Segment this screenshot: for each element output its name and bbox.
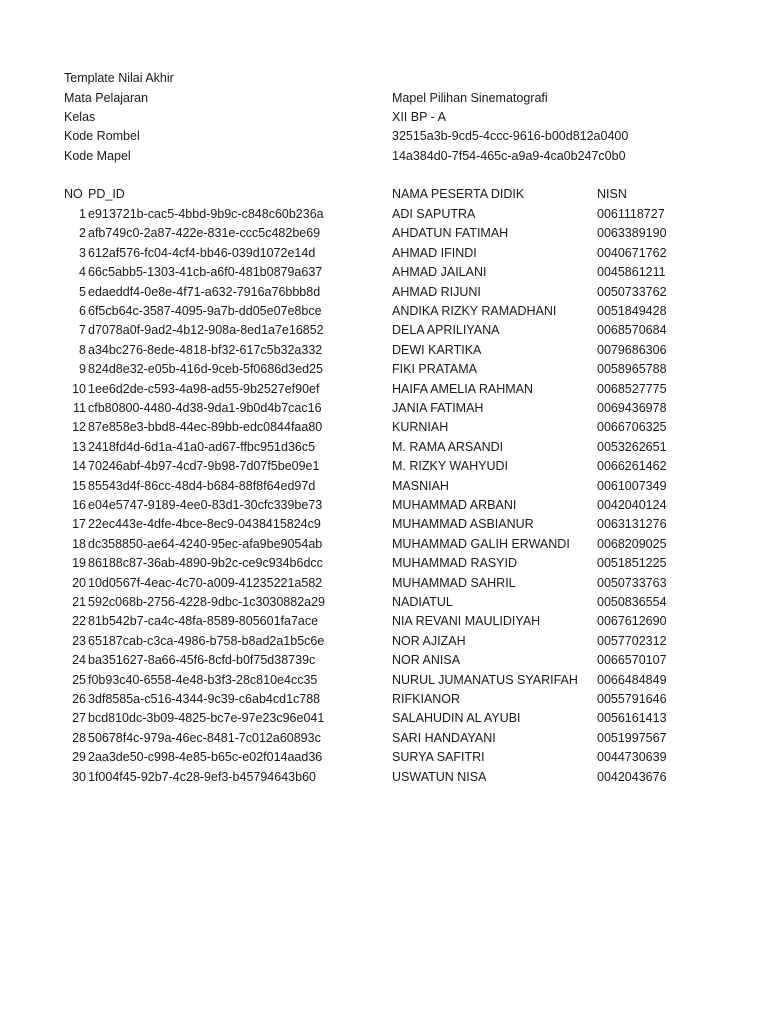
row-nama: M. RIZKY WAHYUDI: [392, 459, 508, 474]
row-nisn: 0066484849: [597, 672, 667, 687]
row-nisn: 0079686306: [597, 342, 667, 357]
template-title: Template Nilai Akhir: [64, 71, 174, 85]
row-number: 7: [79, 323, 86, 338]
row-pd-id: 612af576-fc04-4cf4-bb46-039d1072e14d: [88, 245, 316, 260]
row-nama: AHMAD JAILANI: [392, 265, 487, 280]
row-nama: NADIATUL: [392, 595, 453, 609]
row-number: 26: [72, 692, 86, 706]
row-nisn: 0066261462: [597, 459, 667, 474]
row-pd-id: cfb80800-4480-4d38-9da1-9b0d4b7cac16: [88, 401, 322, 415]
row-nisn: 0050733762: [597, 284, 667, 299]
row-number: 1: [79, 207, 86, 221]
row-pd-id: 2418fd4d-6d1a-41a0-ad67-ffbc951d36c5: [88, 439, 316, 454]
table-row: [0, 651, 768, 670]
table-row: [0, 574, 768, 593]
row-nama: DEWI KARTIKA: [392, 342, 482, 357]
meta-row-kode-mapel: [0, 147, 768, 166]
row-pd-id: 2aa3de50-c998-4e85-b65c-e02f014aad36: [88, 750, 323, 765]
header-pd-id: PD_ID: [88, 187, 125, 201]
row-nisn: 0067612690: [597, 614, 667, 629]
row-nama: NOR ANISA: [392, 653, 461, 668]
row-nama: FIKI PRATAMA: [392, 362, 477, 377]
row-nama: MUHAMMAD SAHRIL: [392, 575, 516, 590]
row-number: 17: [72, 517, 86, 532]
table-row: [0, 632, 768, 651]
row-nisn: 0040671762: [597, 245, 667, 260]
row-number: 23: [72, 633, 86, 648]
row-nisn: 0063389190: [597, 226, 667, 241]
row-nisn: 0068570684: [597, 323, 667, 338]
row-pd-id: e913721b-cac5-4bbd-9b9c-c848c60b236a: [88, 207, 324, 221]
meta-label: Kelas: [64, 110, 96, 124]
row-nisn: 0050733763: [597, 575, 667, 590]
meta-value: 32515a3b-9cd5-4ccc-9616-b00d812a0400: [392, 129, 629, 143]
table-row: [0, 341, 768, 360]
row-pd-id: 1ee6d2de-c593-4a98-ad55-9b2527ef90ef: [88, 381, 320, 396]
row-number: 16: [72, 498, 86, 512]
table-row: [0, 554, 768, 573]
row-number: 24: [72, 653, 86, 668]
row-nama: DELA APRILIYANA: [392, 323, 500, 338]
row-nama: JANIA FATIMAH: [392, 401, 484, 415]
row-pd-id: 50678f4c-979a-46ec-8481-7c012a60893c: [88, 730, 321, 745]
row-nisn: 0068527775: [597, 381, 667, 396]
meta-label: Mata Pelajaran: [64, 91, 149, 105]
row-number: 25: [72, 672, 86, 687]
row-nama: HAIFA AMELIA RAHMAN: [392, 381, 534, 396]
row-nama: MUHAMMAD ASBIANUR: [392, 517, 534, 532]
row-number: 19: [72, 556, 86, 571]
table-header-row: [0, 185, 768, 204]
row-nama: MASNIAH: [392, 478, 449, 493]
row-number: 29: [72, 750, 86, 765]
table-row: [0, 283, 768, 302]
row-pd-id: 6f5cb64c-3587-4095-9a7b-dd05e07e8bce: [88, 304, 322, 318]
row-pd-id: a34bc276-8ede-4818-bf32-617c5b32a332: [88, 342, 323, 357]
row-nama: SURYA SAFITRI: [392, 750, 485, 765]
row-number: 3: [79, 245, 86, 260]
header-nisn: NISN: [597, 187, 627, 201]
template-title-row: [0, 69, 768, 88]
row-nama: SARI HANDAYANI: [392, 730, 496, 745]
row-nisn: 0044730639: [597, 750, 667, 765]
row-pd-id: ba351627-8a66-45f6-8cfd-b0f75d38739c: [88, 653, 316, 668]
row-nisn: 0066706325: [597, 420, 667, 435]
row-number: 13: [72, 439, 86, 454]
row-nisn: 0056161413: [597, 711, 667, 726]
row-pd-id: 10d0567f-4eac-4c70-a009-41235221a582: [88, 575, 323, 590]
row-nama: ADI SAPUTRA: [392, 207, 476, 221]
table-row: [0, 709, 768, 728]
row-nama: NURUL JUMANATUS SYARIFAH: [392, 672, 578, 687]
row-pd-id: 65187cab-c3ca-4986-b758-b8ad2a1b5c6e: [88, 633, 325, 648]
row-number: 11: [73, 401, 86, 415]
row-nama: MUHAMMAD RASYID: [392, 556, 518, 571]
row-nisn: 0042040124: [597, 498, 667, 512]
row-nama: AHMAD IFINDI: [392, 245, 477, 260]
row-nisn: 0045861211: [597, 265, 666, 280]
table-row: [0, 399, 768, 418]
header-no: NO: [64, 187, 83, 201]
row-nama: KURNIAH: [392, 420, 449, 435]
meta-row-kode-rombel: [0, 127, 768, 146]
row-nama: MUHAMMAD GALIH ERWANDI: [392, 536, 570, 551]
row-nama: AHMAD RIJUNI: [392, 284, 481, 299]
row-pd-id: 87e858e3-bbd8-44ec-89bb-edc0844faa80: [88, 420, 323, 435]
table-row: [0, 224, 768, 243]
row-number: 8: [79, 342, 86, 357]
row-pd-id: 592c068b-2756-4228-9dbc-1c3030882a29: [88, 595, 326, 609]
table-row: [0, 515, 768, 534]
row-number: 22: [72, 614, 86, 629]
row-nama: ANDIKA RIZKY RAMADHANI: [392, 304, 557, 318]
row-pd-id: 81b542b7-ca4c-48fa-8589-805601fa7ace: [88, 614, 319, 629]
row-number: 15: [72, 478, 86, 493]
row-number: 27: [72, 711, 86, 726]
row-pd-id: 66c5abb5-1303-41cb-a6f0-481b0879a637: [88, 265, 323, 280]
table-row: [0, 360, 768, 379]
row-nisn: 0051997567: [597, 730, 667, 745]
table-row: [0, 244, 768, 263]
row-nisn: 0069436978: [597, 401, 667, 415]
meta-value: 14a384d0-7f54-465c-a9a9-4ca0b247c0b0: [392, 149, 626, 163]
row-pd-id: 824d8e32-e05b-416d-9ceb-5f0686d3ed25: [88, 362, 323, 377]
row-pd-id: 22ec443e-4dfe-4bce-8ec9-0438415824c9: [88, 517, 321, 532]
table-row: [0, 418, 768, 437]
table-row: [0, 535, 768, 554]
row-nama: USWATUN NISA: [392, 769, 487, 784]
row-number: 4: [79, 265, 86, 280]
table-row: [0, 205, 768, 224]
table-row: [0, 729, 768, 748]
row-nisn: 0061007349: [597, 478, 667, 493]
row-nisn: 0066570107: [597, 653, 667, 668]
row-nama: M. RAMA ARSANDI: [392, 439, 504, 454]
row-number: 5: [79, 284, 86, 299]
table-row: [0, 457, 768, 476]
row-nama: NIA REVANI MAULIDIYAH: [392, 614, 541, 629]
row-nisn: 0063131276: [597, 517, 667, 532]
table-row: [0, 671, 768, 690]
row-number: 12: [72, 420, 86, 435]
table-row: [0, 438, 768, 457]
row-number: 10: [72, 381, 86, 396]
meta-value: Mapel Pilihan Sinematografi: [392, 91, 548, 105]
row-number: 14: [72, 459, 86, 474]
meta-value: XII BP - A: [392, 110, 446, 124]
row-pd-id: bcd810dc-3b09-4825-bc7e-97e23c96e041: [88, 711, 325, 726]
row-nisn: 0053262651: [597, 439, 667, 454]
row-nisn: 0051849428: [597, 304, 667, 318]
row-nisn: 0055791646: [597, 692, 667, 706]
row-pd-id: dc358850-ae64-4240-95ec-afa9be9054ab: [88, 536, 323, 551]
row-pd-id: e04e5747-9189-4ee0-83d1-30cfc339be73: [88, 498, 323, 512]
row-pd-id: 86188c87-36ab-4890-9b2c-ce9c934b6dcc: [88, 556, 323, 571]
table-row: [0, 768, 768, 787]
row-number: 28: [72, 730, 86, 745]
row-pd-id: 85543d4f-86cc-48d4-b684-88f8f64ed97d: [88, 478, 316, 493]
row-nisn: 0050836554: [597, 595, 667, 609]
row-pd-id: 70246abf-4b97-4cd7-9b98-7d07f5be09e1: [88, 459, 320, 474]
table-row: [0, 263, 768, 282]
row-pd-id: edaeddf4-0e8e-4f71-a632-7916a76bbb8d: [88, 284, 321, 299]
meta-row-kelas: [0, 108, 768, 127]
table-row: [0, 748, 768, 767]
row-number: 6: [79, 304, 86, 318]
row-pd-id: d7078a0f-9ad2-4b12-908a-8ed1a7e16852: [88, 323, 324, 338]
table-row: [0, 380, 768, 399]
row-nisn: 0068209025: [597, 536, 667, 551]
row-nama: MUHAMMAD ARBANI: [392, 498, 517, 512]
meta-label: Kode Rombel: [64, 129, 140, 143]
row-nama: AHDATUN FATIMAH: [392, 226, 509, 241]
row-pd-id: f0b93c40-6558-4e48-b3f3-28c810e4cc35: [88, 672, 318, 687]
row-number: 20: [72, 575, 86, 590]
row-number: 30: [72, 769, 86, 784]
table-row: [0, 593, 768, 612]
meta-row-mata-pelajaran: [0, 89, 768, 108]
row-number: 18: [72, 536, 86, 551]
table-row: [0, 321, 768, 340]
row-number: 21: [72, 595, 86, 609]
row-nama: RIFKIANOR: [392, 692, 461, 706]
row-nisn: 0051851225: [597, 556, 667, 571]
row-nisn: 0058965788: [597, 362, 667, 377]
header-nama: NAMA PESERTA DIDIK: [392, 187, 525, 201]
table-row: [0, 302, 768, 321]
table-row: [0, 496, 768, 515]
table-row: [0, 690, 768, 709]
row-nisn: 0061118727: [597, 207, 665, 221]
row-number: 2: [79, 226, 86, 241]
table-row: [0, 477, 768, 496]
row-pd-id: afb749c0-2a87-422e-831e-ccc5c482be69: [88, 226, 321, 241]
row-nama: NOR AJIZAH: [392, 633, 466, 648]
row-nisn: 0057702312: [597, 633, 667, 648]
table-row: [0, 612, 768, 631]
row-pd-id: 3df8585a-c516-4344-9c39-c6ab4cd1c788: [88, 692, 321, 706]
row-number: 9: [79, 362, 86, 377]
meta-label: Kode Mapel: [64, 149, 131, 163]
row-nama: SALAHUDIN AL AYUBI: [392, 711, 521, 726]
row-nisn: 0042043676: [597, 769, 667, 784]
row-pd-id: 1f004f45-92b7-4c28-9ef3-b45794643b60: [88, 769, 316, 784]
